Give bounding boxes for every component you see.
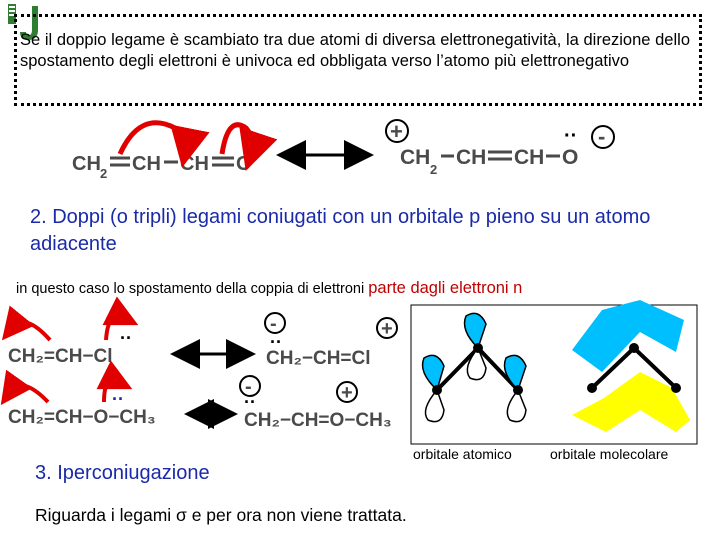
svg-text:CH: CH	[456, 146, 487, 169]
section2-title: 2. Doppi (o tripli) legami coniugati con un orbitale p pieno su un atomo adiacente	[30, 206, 651, 255]
svg-text:2: 2	[430, 162, 438, 177]
curved-arrow-2	[222, 125, 253, 154]
scheme1-left-molecule	[72, 153, 252, 181]
subtitle	[16, 279, 522, 298]
svg-text:-: -	[245, 376, 252, 398]
caption-atomic-orbital: orbitale atomico	[413, 446, 512, 462]
intro-text: Se il doppio legame è scambiato tra due atomi di diversa elettronegatività, la direzione dello spostamento degli elettroni è univoca ed obbligata verso l’atomo più elettronegativo	[20, 31, 690, 70]
caption-molecular-orbital: orbitale molecolare	[550, 446, 669, 462]
scheme2-row1	[8, 313, 397, 369]
scheme1-right-molecule	[386, 119, 614, 177]
hyperconjugation-note: Riguarda i legami σ e per ora non viene trattata.	[35, 505, 407, 525]
svg-text:CH₂−CH=O−CH₃: CH₂−CH=O−CH₃	[244, 410, 392, 431]
svg-text:··: ··	[112, 389, 124, 409]
svg-text:-: -	[598, 124, 606, 149]
subtitle-black: in questo caso lo spostamento della coppia di elettroni	[16, 281, 369, 297]
svg-text:CH₂=CH−Cl: CH₂=CH−Cl	[8, 346, 113, 367]
svg-text:O: O	[236, 153, 252, 175]
svg-text:+: +	[390, 119, 403, 144]
scheme1-ch: CH	[72, 153, 101, 175]
scheme2-row2	[8, 376, 392, 431]
svg-text:+: +	[341, 382, 353, 404]
svg-text:··: ··	[120, 328, 132, 348]
svg-text:CH: CH	[180, 153, 209, 175]
svg-text:CH: CH	[514, 146, 545, 169]
svg-text:CH: CH	[400, 146, 431, 169]
svg-text:··: ··	[270, 332, 282, 352]
svg-text:··: ··	[244, 392, 256, 412]
subtitle-red: parte dagli elettroni n	[368, 279, 523, 297]
curved-arrow-1	[120, 123, 186, 154]
svg-text:··: ··	[564, 125, 578, 147]
svg-text:+: +	[381, 318, 393, 340]
svg-text:CH: CH	[132, 153, 161, 175]
section3-title: 3. Iperconiugazione	[35, 462, 210, 484]
svg-text:2: 2	[100, 166, 108, 181]
svg-text:-: -	[270, 313, 277, 335]
svg-text:CH₂=CH−O−CH₃: CH₂=CH−O−CH₃	[8, 407, 156, 428]
svg-text:O: O	[562, 146, 579, 169]
svg-text:CH₂−CH=Cl: CH₂−CH=Cl	[266, 348, 371, 369]
orbital-figure	[411, 300, 697, 444]
